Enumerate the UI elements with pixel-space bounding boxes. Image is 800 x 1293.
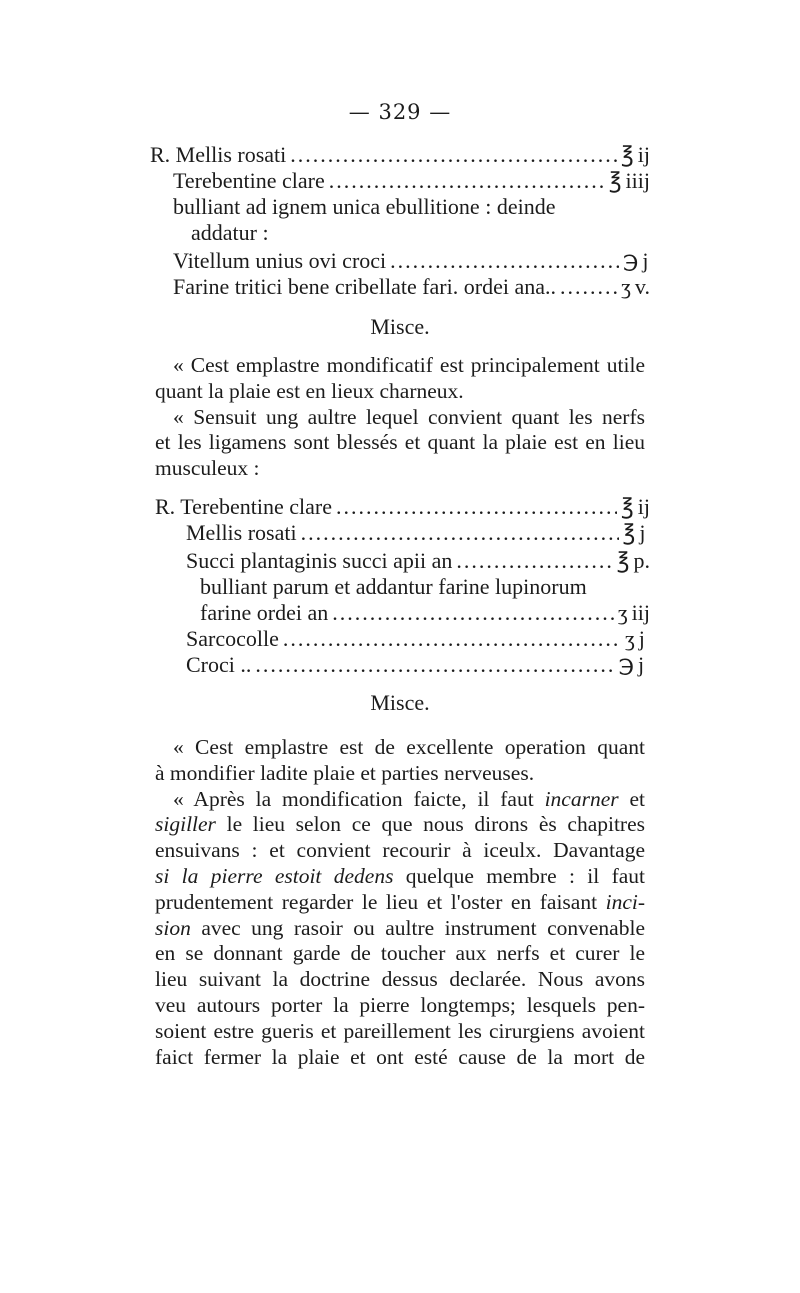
italic-term: incarner (544, 786, 619, 811)
scruple-symbol: ℈ (623, 248, 639, 273)
scruple-symbol: ℈ (618, 652, 635, 677)
quantity: iiij (625, 168, 650, 193)
recipe-line (186, 626, 650, 652)
instruction-line: addatur : (191, 220, 269, 245)
recipe-line (150, 142, 650, 168)
ingredient-name: farine ordei an (200, 600, 329, 625)
leader-dots (390, 248, 619, 274)
misce-heading: Misce. (370, 314, 430, 339)
paragraph (155, 735, 645, 1070)
leader-dots (332, 600, 614, 626)
drachm-symbol: ʒ (624, 626, 635, 651)
quantity: v. (634, 274, 650, 299)
leader-dots (283, 626, 621, 652)
text-line: « Cest emplastre est de excellente operation quant (173, 735, 645, 759)
text-line: et les ligamens sont blessés et quant la plaie est en lieu (155, 430, 645, 455)
text-segment: le lieu selon ce que nous dirons ès chapitres (226, 812, 645, 837)
ounce-symbol: ℥ (622, 520, 636, 545)
text-line: musculeux : (155, 456, 260, 481)
text-line: quant la plaie est en lieux charneux. (155, 378, 464, 403)
italic-term: sigiller (155, 812, 216, 837)
ingredient-name: Farine tritici bene cribellate fari. ordei ana.. (173, 274, 556, 299)
ounce-symbol: ℥ (608, 168, 622, 193)
recipe-line (186, 652, 650, 678)
text-line: à mondifier ladite plaie et parties nerveuses. (155, 760, 535, 785)
ounce-symbol: ℥ (621, 494, 634, 519)
quantity: p. (633, 548, 650, 573)
leader-dots (560, 274, 617, 300)
italic-term: sion (155, 915, 191, 940)
drachm-symbol: ʒ (621, 274, 631, 299)
text-line: soient estre gueris et pareillement les cirurgiens avoient (155, 1018, 645, 1043)
text-line: en se donnant garde de toucher aux nerfs et curer le (155, 941, 645, 966)
quantity: j (638, 652, 645, 677)
text-segment: quelque membre : il faut (405, 863, 645, 888)
recipe-line (155, 494, 650, 520)
ingredient-name: Sarcocolle (186, 626, 279, 651)
quantity: j (642, 248, 649, 273)
recipe-line (186, 520, 650, 546)
text-line: « Sensuit ung aultre lequel convient quant les nerfs (173, 404, 645, 429)
leader-dots (255, 652, 614, 678)
italic-term: inci- (605, 889, 645, 914)
text-segment: prudentement regarder le lieu et l'oster en faisant (155, 889, 598, 914)
ingredient-name: Mellis rosati (186, 520, 297, 545)
drachm-symbol: ʒ (617, 600, 628, 625)
ounce-symbol: ℥ (616, 548, 630, 573)
recipe-line (173, 274, 650, 300)
text-line (155, 812, 645, 838)
text-line: lieu suivant la doctrine dessus declarée. Nous avons (155, 967, 645, 992)
quantity: ij (637, 142, 650, 167)
instruction-line: bulliant parum et addantur farine lupinorum (200, 574, 587, 599)
text-line (155, 864, 645, 890)
text-line: veu autours porter la pierre longtemps; lesquels pen- (155, 992, 645, 1017)
recipe-line (200, 600, 650, 626)
instruction-line: bulliant ad ignem unica ebullitione : deinde (173, 194, 556, 219)
ingredient-name: Succi plantaginis succi apii an (186, 548, 453, 573)
text-segment: et (629, 786, 645, 811)
ingredient-name: Croci .. (186, 652, 252, 677)
recipe-line (186, 548, 650, 574)
quantity: ij (637, 494, 650, 519)
ingredient-name: Terebentine clare (173, 168, 325, 193)
quantity: j (638, 626, 645, 651)
text-line: faict fermer la plaie et ont esté cause de la mort de (155, 1044, 645, 1069)
recipe-line (173, 248, 650, 274)
text-line (155, 787, 645, 813)
paragraph (155, 353, 645, 482)
quantity: j (639, 520, 646, 545)
ingredient-name: Vitellum unius ovi croci (173, 248, 387, 273)
text-line (155, 890, 645, 916)
leader-dots (336, 494, 617, 520)
text-segment: « Après la mondification faicte, il faut (173, 786, 534, 811)
leader-dots (290, 142, 617, 168)
text-line (155, 916, 645, 942)
misce-heading: Misce. (370, 690, 430, 715)
leader-dots (329, 168, 605, 194)
page-number: — 329 — (348, 100, 452, 124)
text-line: ensuivans : et convient recourir à iceulx. Davantage (155, 838, 645, 863)
recipe-line (173, 168, 650, 194)
ingredient-name: R. Terebentine clare (155, 494, 333, 519)
ingredient-name: R. Mellis rosati (150, 142, 287, 167)
text-line: « Cest emplastre mondificatif est principalement utile (173, 353, 645, 377)
quantity: iij (631, 600, 650, 625)
ounce-symbol: ℥ (621, 142, 634, 167)
leader-dots (456, 548, 612, 574)
text-segment: avec ung rasoir ou aultre instrument convenable (201, 915, 645, 940)
italic-term: si la pierre estoit dedens (155, 863, 394, 888)
leader-dots (301, 520, 619, 546)
